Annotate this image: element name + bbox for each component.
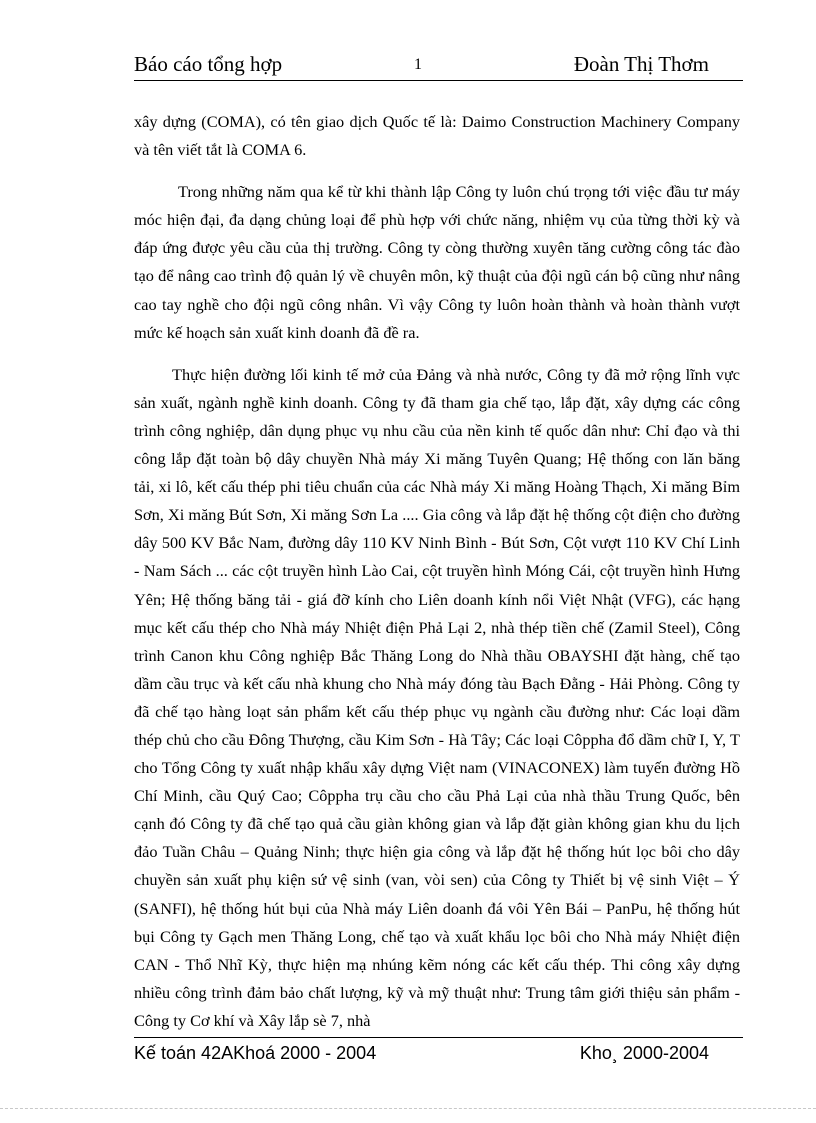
page-number: 1: [414, 56, 422, 73]
footer-course-years: Kho¸ 2000-2004: [579, 1043, 709, 1063]
header-author-name: Đoàn Thị Thơm: [573, 52, 709, 76]
document-body: [134, 108, 740, 1035]
page-footer: [134, 1037, 743, 1070]
page-header: [134, 50, 743, 81]
footer-class-info: Kế toán 42AKhoá 2000 - 2004: [134, 1043, 377, 1063]
paragraph-investment: Trong những năm qua kể từ khi thành lập Công ty luôn chú trọng tới việc đầu tư máy móc hiện đại, đa dạng chủng loại để phù hợp với chức năng, nhiệm vụ của từng thời kỳ và đáp ứng được yêu cầu của thị trường. Công ty còng thường xuyên tăng cường công tác đào tạo để nâng cao trình độ quản lý về chuyên môn, kỹ thuật của đội ngũ cán bộ cũng như nâng cao tay nghề cho đội ngũ công nhân. Vì vậy Công ty luôn hoàn thành và hoàn thành vượt mức kế hoạch sản xuất kinh doanh đã đề ra.: [134, 182, 740, 342]
page-edge-divider: [0, 1108, 816, 1109]
paragraph-continuation: xây dựng (COMA), có tên giao dịch Quốc tế là: Daimo Construction Machinery Company và tên viết tắt là COMA 6.: [134, 112, 740, 160]
header-report-title: Báo cáo tổng hợp: [134, 52, 283, 76]
paragraph-expansion: Thực hiện đường lối kinh tế mở của Đảng và nhà nước, Công ty đã mở rộng lĩnh vực sản xuất, ngành nghề kinh doanh. Công ty đã tham gia chế tạo, lắp đặt, xây dựng các công trình công nghiệp, dân dụng phục vụ nhu cầu của nền kinh tế quốc dân như: Chỉ đạo và thi công lắp đặt toàn bộ dây chuyền Nhà máy Xi măng Tuyên Quang; Hệ thống con lăn băng tải, xi lô, kết cấu thép phi tiêu chuẩn của các Nhà máy Xi măng Hoàng Thạch, Xi măng Bỉm Sơn, Xi măng Bút Sơn, Xi măng Sơn La .... Gia công và lắp đặt hệ thống cột điện cho đường dây 500 KV Bắc Nam, đường dây 110 KV Ninh Bình - Bút Sơn, Cột vượt 110 KV Chí Linh - Nam Sách ... các cột truyền hình Lào Cai, cột truyền hình Móng Cái, cột truyền hình Hưng Yên; Hệ thống băng tải - giá đỡ kính cho Liên doanh kính nổi Việt Nhật (VFG), các hạng mục kết cấu thép cho Nhà máy Nhiệt điện Phả Lại 2, nhà thép tiền chế (Zamil Steel), Công trình Canon khu Công nghiệp Bắc Thăng Long do Nhà thầu OBAYSHI đặt hàng, chế tạo dầm cầu trục và kết cấu nhà khung cho Nhà máy đóng tàu Bạch Đằng - Hải Phòng. Công ty đã chế tạo hàng loạt sản phẩm kết cấu thép phục vụ ngành cầu đường như: Các loại dầm thép chủ cho cầu Đông Thượng, cầu Kim Sơn - Hà Tây; Các loại Côppha đổ dầm chữ I, Y, T cho Tổng Công ty xuất nhập khẩu xây dựng Việt nam (VINACONEX) làm tuyến đường Hồ Chí Minh, cầu Quý Cao; Côppha trụ cầu cho cầu Phả Lại của nhà thầu Trung Quốc, bên cạnh đó Công ty đã chế tạo quả cầu giàn không gian và lắp đặt giàn không gian khu du lịch đảo Tuần Châu – Quảng Ninh; thực hiện gia công và lắp đặt hệ thống hút lọc bôi cho dây chuyền sản xuất phụ kiện sứ vệ sinh (van, vòi sen) của Công ty Thiết bị vệ sinh Việt – Ý (SANFI), hệ thống hút bụi của Nhà máy Liên doanh đá vôi Yên Bái – PanPu, hệ thống hút bụi Công ty Gạch men Thăng Long, chế tạo và xuất khẩu lọc bôi cho Nhà máy Nhiệt điện CAN - Thổ Nhĩ Kỳ, thực hiện mạ nhúng kẽm nóng các kết cấu thép. Thi công xây dựng nhiều công trình đảm bảo chất lượng, kỹ và mỹ thuật như: Trung tâm giới thiệu sản phẩm - Công ty Cơ khí và Xây lắp sè 7, nhà: [134, 364, 740, 1030]
